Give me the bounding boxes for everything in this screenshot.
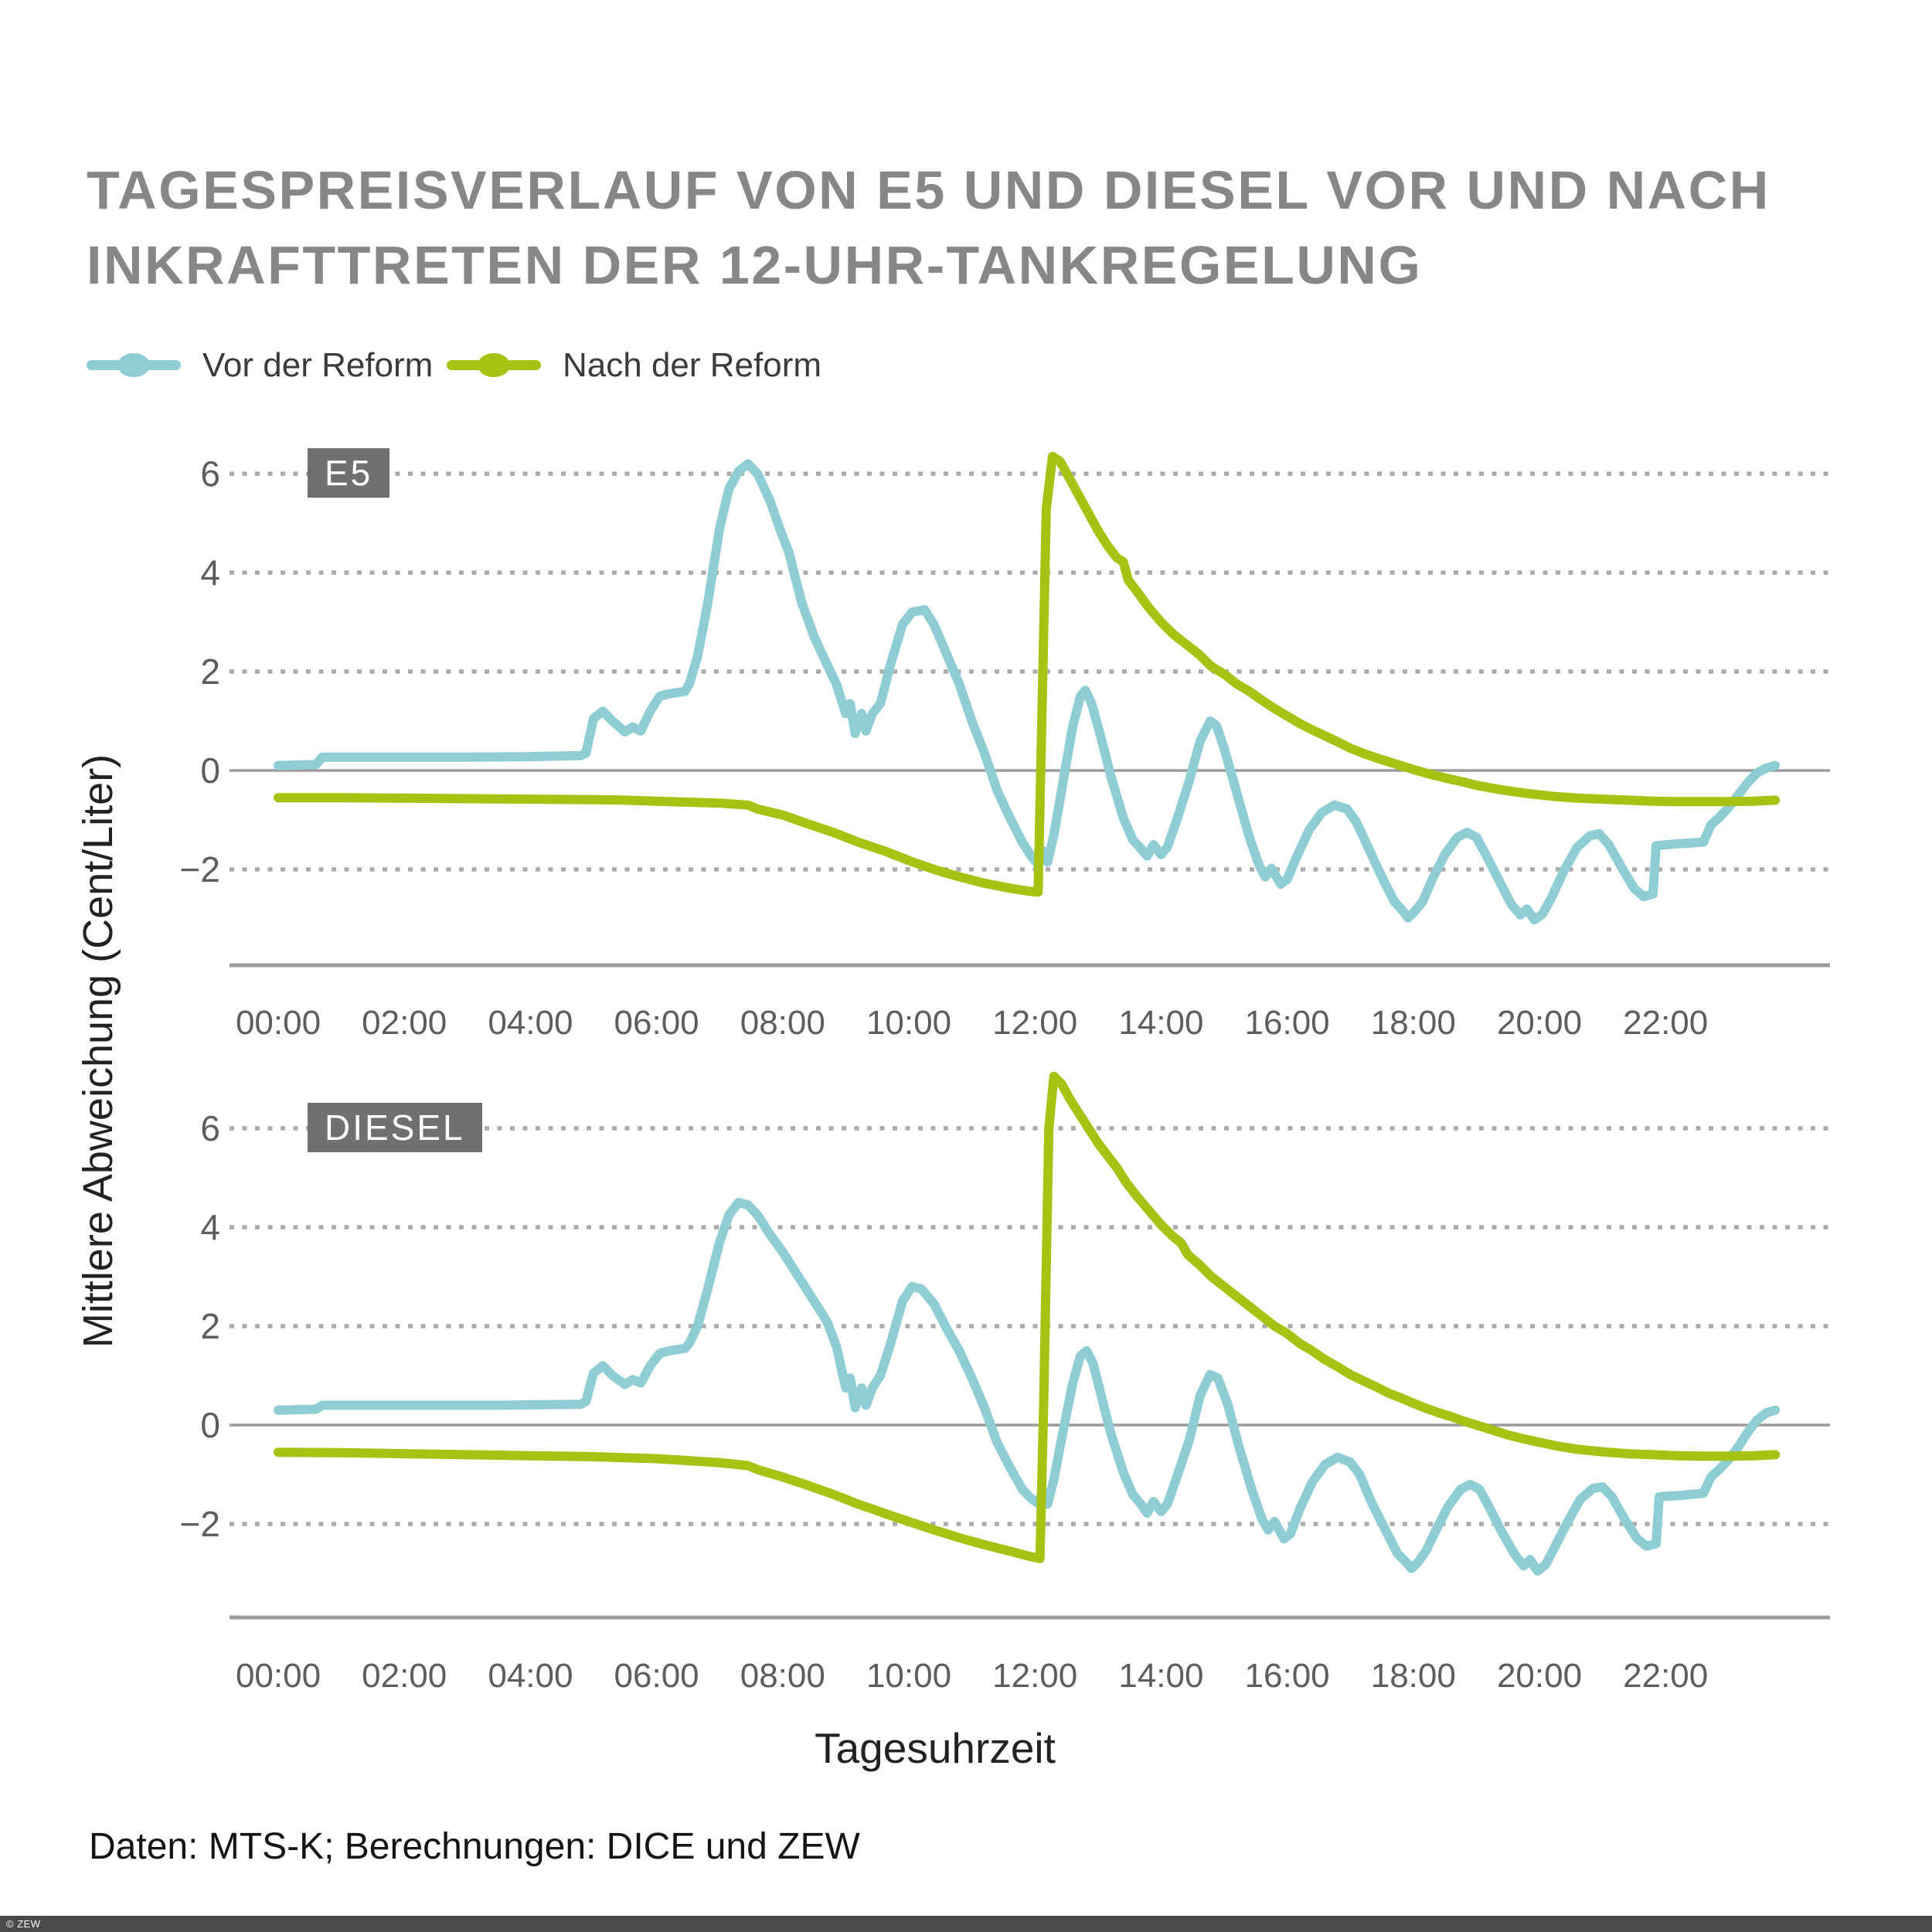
y-tick-label: 2 <box>200 1306 220 1346</box>
y-tick-label: 4 <box>200 1207 220 1247</box>
x-tick-label: 16:00 <box>1244 1004 1330 1042</box>
panel-badge-e5: E5 <box>308 448 389 498</box>
y-axis-label: Mittlere Abweichung (Cent/Liter) <box>75 753 121 1349</box>
y-tick-label: −2 <box>179 1504 220 1544</box>
x-tick-label: 00:00 <box>235 1657 321 1695</box>
x-tick-label: 22:00 <box>1623 1004 1709 1042</box>
x-tick-label: 12:00 <box>992 1657 1078 1695</box>
x-tick-label: 06:00 <box>614 1004 699 1042</box>
x-tick-label: 16:00 <box>1244 1657 1330 1695</box>
x-tick-label: 14:00 <box>1118 1657 1204 1695</box>
legend-label: Nach der Reform <box>563 346 822 384</box>
x-tick-label: 20:00 <box>1496 1004 1583 1042</box>
copyright-bar <box>0 1916 1932 1932</box>
x-tick-label: 02:00 <box>362 1657 447 1695</box>
title-line-2: INKRAFTTRETEN DER 12-UHR-TANKREGELUNG <box>87 235 1423 295</box>
y-tick-label: 4 <box>200 553 220 593</box>
data-source-note: Daten: MTS-K; Berechnungen: DICE und ZEW <box>89 1826 860 1867</box>
y-tick-label: 0 <box>200 750 220 791</box>
x-tick-label: 06:00 <box>614 1657 699 1695</box>
panel-badge-diesel: DIESEL <box>308 1103 482 1152</box>
y-tick-label: −2 <box>179 849 220 889</box>
x-tick-label: 22:00 <box>1623 1657 1709 1695</box>
y-tick-label: 6 <box>200 1108 220 1148</box>
y-tick-label: 2 <box>200 651 220 692</box>
x-tick-label: 08:00 <box>740 1004 825 1042</box>
series-line-nach-der-reform <box>278 457 1775 893</box>
y-tick-label: 0 <box>200 1405 220 1445</box>
series-line-vor-der-reform <box>278 1202 1775 1571</box>
copyright-text: © ZEW <box>6 1918 41 1930</box>
x-tick-label: 20:00 <box>1496 1657 1583 1695</box>
x-tick-label: 04:00 <box>488 1657 573 1695</box>
x-tick-label: 04:00 <box>488 1004 573 1042</box>
x-tick-label: 02:00 <box>362 1004 447 1042</box>
legend-label: Vor der Reform <box>202 346 434 384</box>
title-line-1: TAGESPREISVERLAUF VON E5 UND DIESEL VOR UND NACH <box>87 160 1770 220</box>
x-tick-label: 18:00 <box>1370 1657 1456 1695</box>
series-line-nach-der-reform <box>278 1077 1775 1559</box>
y-tick-label: 6 <box>200 454 220 494</box>
x-tick-label: 10:00 <box>866 1657 952 1695</box>
x-tick-label: 00:00 <box>235 1004 321 1042</box>
x-tick-label: 12:00 <box>992 1004 1078 1042</box>
x-tick-label: 14:00 <box>1118 1004 1204 1042</box>
x-tick-label: 08:00 <box>740 1657 825 1695</box>
x-axis-label: Tagesuhrzeit <box>815 1724 1056 1772</box>
x-tick-label: 10:00 <box>866 1004 952 1042</box>
x-tick-label: 18:00 <box>1370 1004 1456 1042</box>
series-line-vor-der-reform <box>278 464 1775 920</box>
